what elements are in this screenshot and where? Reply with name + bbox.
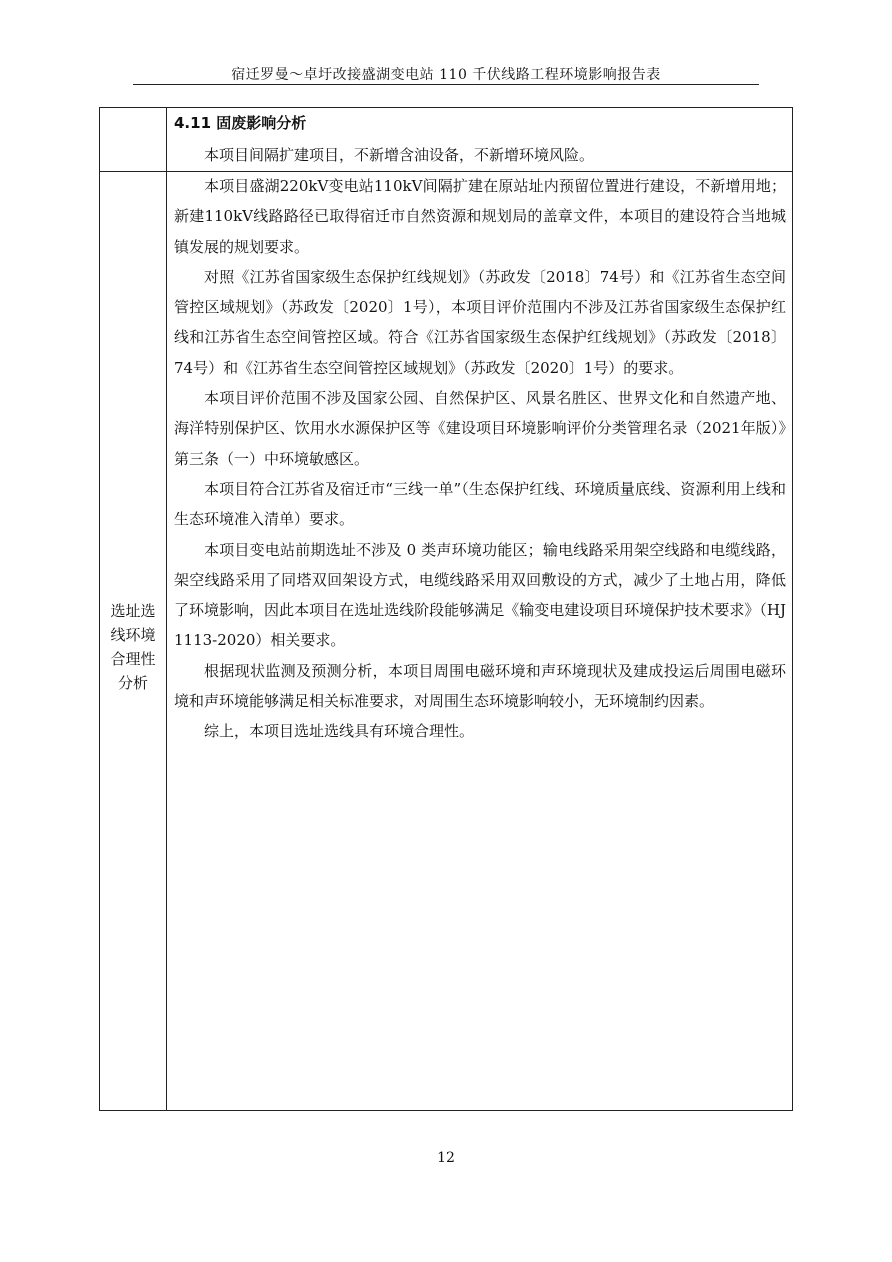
analysis-paragraph-conclusion: 综上，本项目选址选线具有环境合理性。 [204, 722, 475, 741]
header-divider [133, 84, 759, 85]
report-table [99, 107, 793, 1111]
row-label-line: 线环境 [110, 626, 156, 644]
row-label-line: 分析 [117, 674, 148, 692]
row-label-line: 选址选 [110, 602, 156, 620]
table-column-divider [166, 108, 167, 1110]
analysis-paragraph-three-lines: 本项目符合江苏省及宿迁市“三线一单”（生态保护红线、环境质量底线、资源利用上线和生态环境准入清单）要求。 [174, 479, 786, 529]
page-number: 12 [437, 1150, 455, 1166]
row-label-site-selection [100, 599, 166, 695]
analysis-paragraph-sensitive-areas: 本项目评价范围不涉及国家公园、自然保护区、风景名胜区、世界文化和自然遗产地、海洋特别保护区、饮用水水源保护区等《建设项目环境影响评价分类管理名录（2021年版）》第三条（一）中环境敏感区。 [174, 389, 786, 468]
analysis-paragraph-monitoring: 根据现状监测及预测分析，本项目周围电磁环境和声环境现状及建成投运后周围电磁环境和声环境能够满足相关标准要求，对周围生态环境影响较小，无环境制约因素。 [174, 661, 786, 711]
analysis-paragraph-ecological-redline: 对照《江苏省国家级生态保护红线规划》（苏政发〔2018〕74号）和《江苏省生态空间管控区域规划》（苏政发〔2020〕1号），本项目评价范围内不涉及江苏省国家级生态保护红线和江苏省生态空间管控区域。符合《江苏省国家级生态保护红线规划》（苏政发〔2018〕74号）和《江苏省生态空间管控区域规划》（苏政发〔2020〕1号）的要求。 [174, 267, 786, 377]
section-heading-solid-waste: 4.11 固废影响分析 [174, 114, 307, 132]
row-label-line: 合理性 [110, 650, 156, 668]
analysis-paragraph-land-use: 本项目盛湖220kV变电站110kV间隔扩建在原站址内预留位置进行建设，不新增用地；新建110kV线路路径已取得宿迁市自然资源和规划局的盖章文件，本项目的建设符合当地城镇发展的规划要求。 [174, 177, 786, 256]
solid-waste-text: 本项目间隔扩建项目，不新增含油设备，不新增环境风险。 [204, 146, 595, 164]
document-header-title: 宿迁罗曼～卓圩改接盛湖变电站 110 千伏线路工程环境影响报告表 [231, 67, 661, 83]
analysis-paragraph-noise-zones: 本项目变电站前期选址不涉及 0 类声环境功能区；输电线路采用架空线路和电缆线路，架空线路采用了同塔双回架设方式，电缆线路采用双回敷设的方式，减少了土地占用，降低了环境影响，因此本项目在选址选线阶段能够满足《输变电建设项目环境保护技术要求》（HJ 1113-2020）相关要求。 [174, 540, 786, 650]
site-analysis-content [174, 171, 786, 747]
